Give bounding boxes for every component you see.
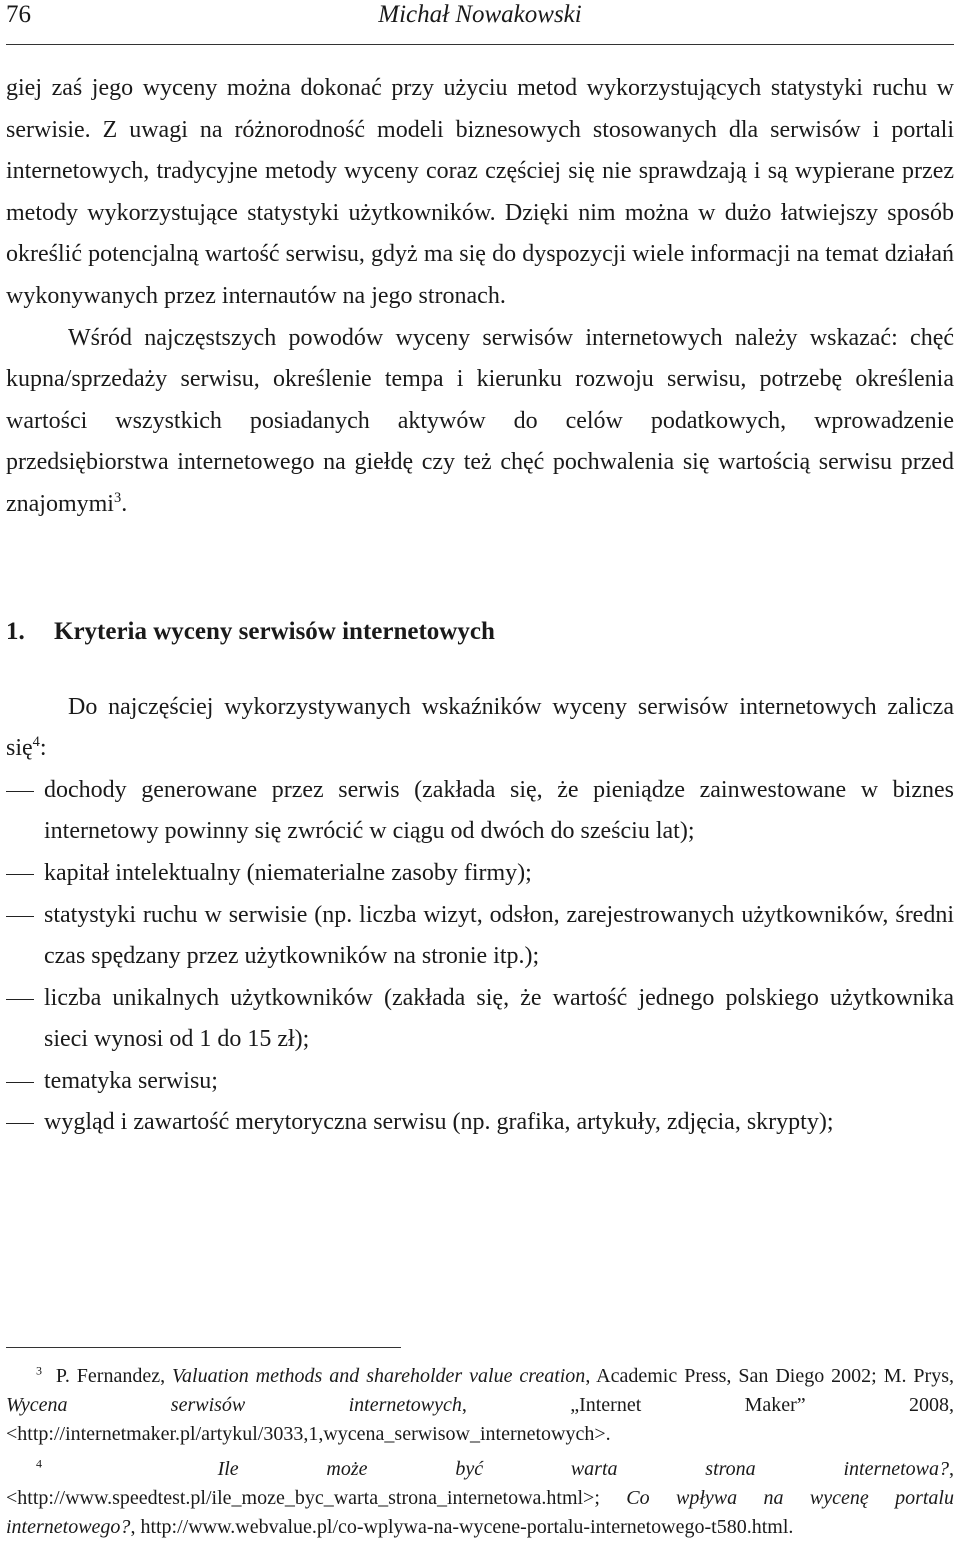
footnote-rule [6,1347,401,1348]
footnote-ref: 3 [113,489,122,506]
list-item [6,978,954,1061]
lead-end: : [39,735,47,762]
footnote-link: , http://www.webvalue.pl/co-wplywa-na-wycene-portalu-internetowego-t580.html. [130,1516,794,1538]
criteria-list [6,770,954,1144]
dash-bullet [6,999,34,1000]
lead-text: Do najczęściej wykorzystywanych wskaźników wyceny serwisów internetowych zalicza się [6,693,954,762]
main-text [6,68,954,1144]
dash-bullet [6,791,34,792]
section-number: 1. [6,617,25,645]
list-item-text: statystyki ruchu w serwisie (np. liczba wizyt, odsłon, zarejestrowanych użytkowników, średni czas spędzany przez użytkowników na stronie itp.); [44,901,954,970]
list-item [6,770,954,853]
footnote-ref: 4 [32,734,40,751]
header-rule [6,44,954,45]
footnote-link: , „Internet Maker” 2008, <http://internetmaker.pl/artykul/3033,1,wycena_serwisow_internetowych>. [6,1394,954,1445]
footnote-mark: 4 [36,1456,42,1471]
dash-bullet [6,1082,34,1083]
page-number: 76 [6,1,31,28]
footnote: $^3$ P. Fernandez, Valuation methods and shareholder value creation, Academic Press, San Diego 2002; M. Prys, Wycena serwisów internetowych, „Internet Maker” 2008, <http://internetmaker.pl/artykul/3033,1,wycena_serwisow_internetowych>. [6,1363,954,1445]
dash-bullet [6,874,34,875]
running-head: Michał Nowakowski [378,1,582,28]
citation-title: Co wpływa na wycenę portalu internetowego? [6,1487,954,1538]
section-heading [6,612,954,652]
footnotes [6,1362,954,1548]
dash-bullet [6,1123,34,1124]
footnote-link: , <http://www.speedtest.pl/ile_moze_byc_warta_strona_internetowa.html>; [6,1458,955,1509]
citation-title: Wycena serwisów internetowych [6,1394,462,1416]
dash-bullet [6,916,34,917]
citation-title: Ile może być warta strona internetowa? [217,1458,950,1480]
footnote [6,1455,954,1542]
paragraph [6,318,954,526]
section-lead [6,687,954,770]
list-item [6,1102,954,1144]
list-item-text: tematyka serwisu; [44,1067,218,1094]
section-title: Kryteria wyceny serwisów internetowych [54,617,495,645]
paragraph: giej zaś jego wyceny można dokonać przy użyciu metod wykorzystujących statystyki ruchu w serwisie. Z uwagi na różnorodność modeli biznesowych stosowanych dla serwisów i portali internetowych, tradycyjne metody wyceny coraz częściej się nie sprawdzają i są wypierane przez metody wykorzystujące statystyki użytkowników. Dzięki nim można w dużo łatwiejszy sposób określić potencjalną wartość serwisu, gdyż ma się do dyspozycji wiele informacji na temat działań wykonywanych przez internautów na jego stronach. [6,75,954,309]
paragraph-end: . [121,490,128,517]
paragraph-text: Wśród najczęstszych powodów wyceny serwisów internetowych należy wskazać: chęć kupna/sprzedaży serwisu, określenie tempa i kierunku rozwoju serwisu, potrzebę określenia wartości wszystkich posiadanych aktywów do celów podatkowych, wprowadzenie przedsiębiorstwa internetowego na giełdę czy też chęć pochwalenia się wartością serwisu przed znajomymi [6,324,954,517]
citation-title: Valuation methods and shareholder value creation [172,1365,586,1387]
list-item-text: wygląd i zawartość merytoryczna serwisu (np. grafika, artykuły, zdjęcia, skrypty); [44,1109,834,1136]
list-item-text: kapitał intelektualny (niematerialne zasoby firmy); [44,859,532,886]
list-item [6,1061,954,1103]
list-item [6,895,954,978]
page-header [6,0,954,40]
list-item-text: dochody generowane przez serwis (zakłada się, że pieniądze zainwestowane w biznes internetowy powinny się zwrócić w ciągu od dwóch do sześciu lat); [44,776,954,845]
list-item [6,853,954,895]
list-item-text: liczba unikalnych użytkowników (zakłada się, że wartość jednego polskiego użytkownika sieci wynosi od 1 do 15 zł); [44,984,954,1053]
footnote-mark: 3 [36,1363,42,1378]
